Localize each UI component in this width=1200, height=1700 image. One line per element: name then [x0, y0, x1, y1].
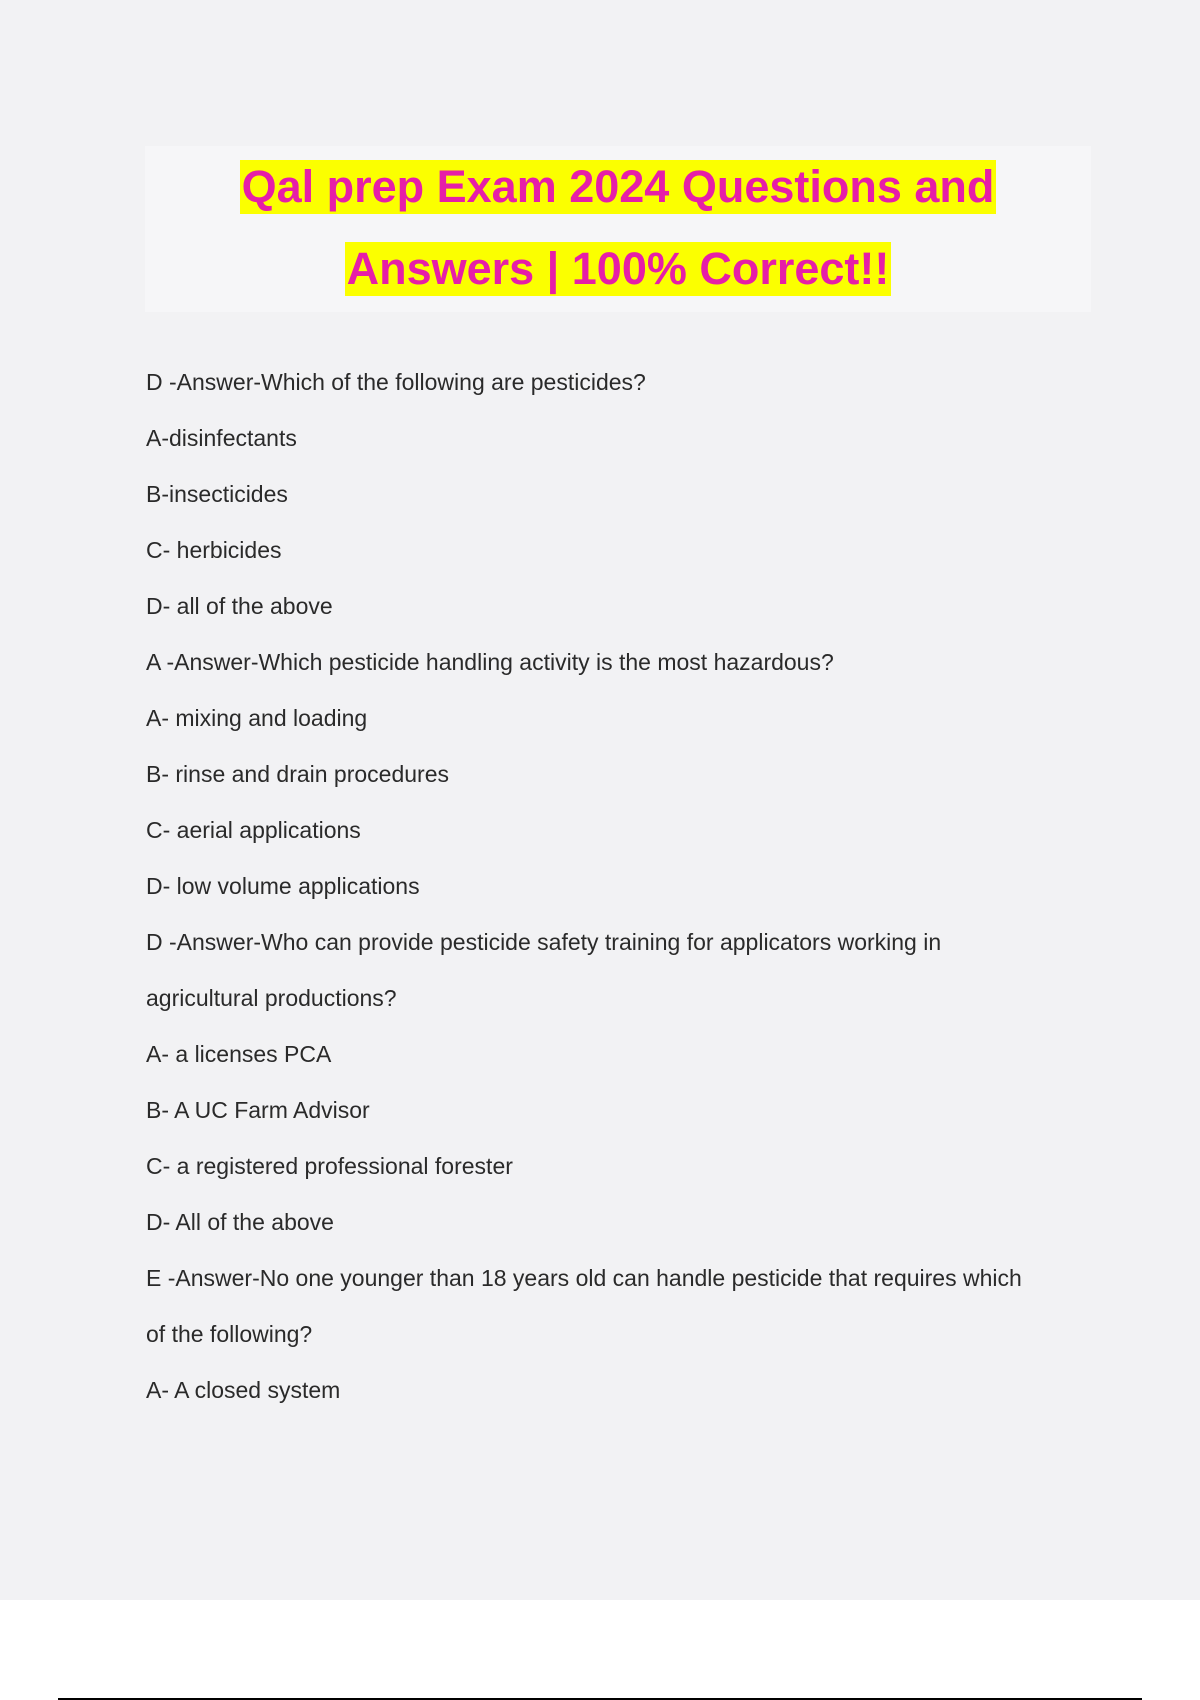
- option-line: C- a registered professional forester: [146, 1153, 513, 1179]
- option-line: A-disinfectants: [146, 425, 297, 451]
- page-title-line-2: Answers | 100% Correct!!: [346, 243, 890, 294]
- option-line: D- all of the above: [146, 593, 333, 619]
- question-line: E -Answer-No one younger than 18 years old can handle pesticide that requires which: [146, 1265, 1022, 1291]
- option-line: A- mixing and loading: [146, 705, 368, 731]
- question-line: D -Answer-Which of the following are pesticides?: [146, 369, 646, 395]
- question-line-continued: agricultural productions?: [146, 985, 397, 1011]
- title-box: [145, 146, 1091, 312]
- option-line: A- A closed system: [146, 1377, 341, 1403]
- question-line: D -Answer-Who can provide pesticide safety training for applicators working in: [146, 929, 942, 955]
- option-line: A- a licenses PCA: [146, 1041, 332, 1067]
- option-line: B-insecticides: [146, 481, 288, 507]
- option-line: C- aerial applications: [146, 817, 361, 843]
- document-body: [146, 354, 1106, 1418]
- option-line: C- herbicides: [146, 537, 282, 563]
- option-line: D- low volume applications: [146, 873, 420, 899]
- option-line: B- rinse and drain procedures: [146, 761, 449, 787]
- option-line: D- All of the above: [146, 1209, 334, 1235]
- page-title-line-1: Qal prep Exam 2024 Questions and: [241, 161, 995, 212]
- question-line-continued: of the following?: [146, 1321, 313, 1347]
- option-line: B- A UC Farm Advisor: [146, 1097, 370, 1123]
- question-line: A -Answer-Which pesticide handling activity is the most hazardous?: [146, 649, 834, 675]
